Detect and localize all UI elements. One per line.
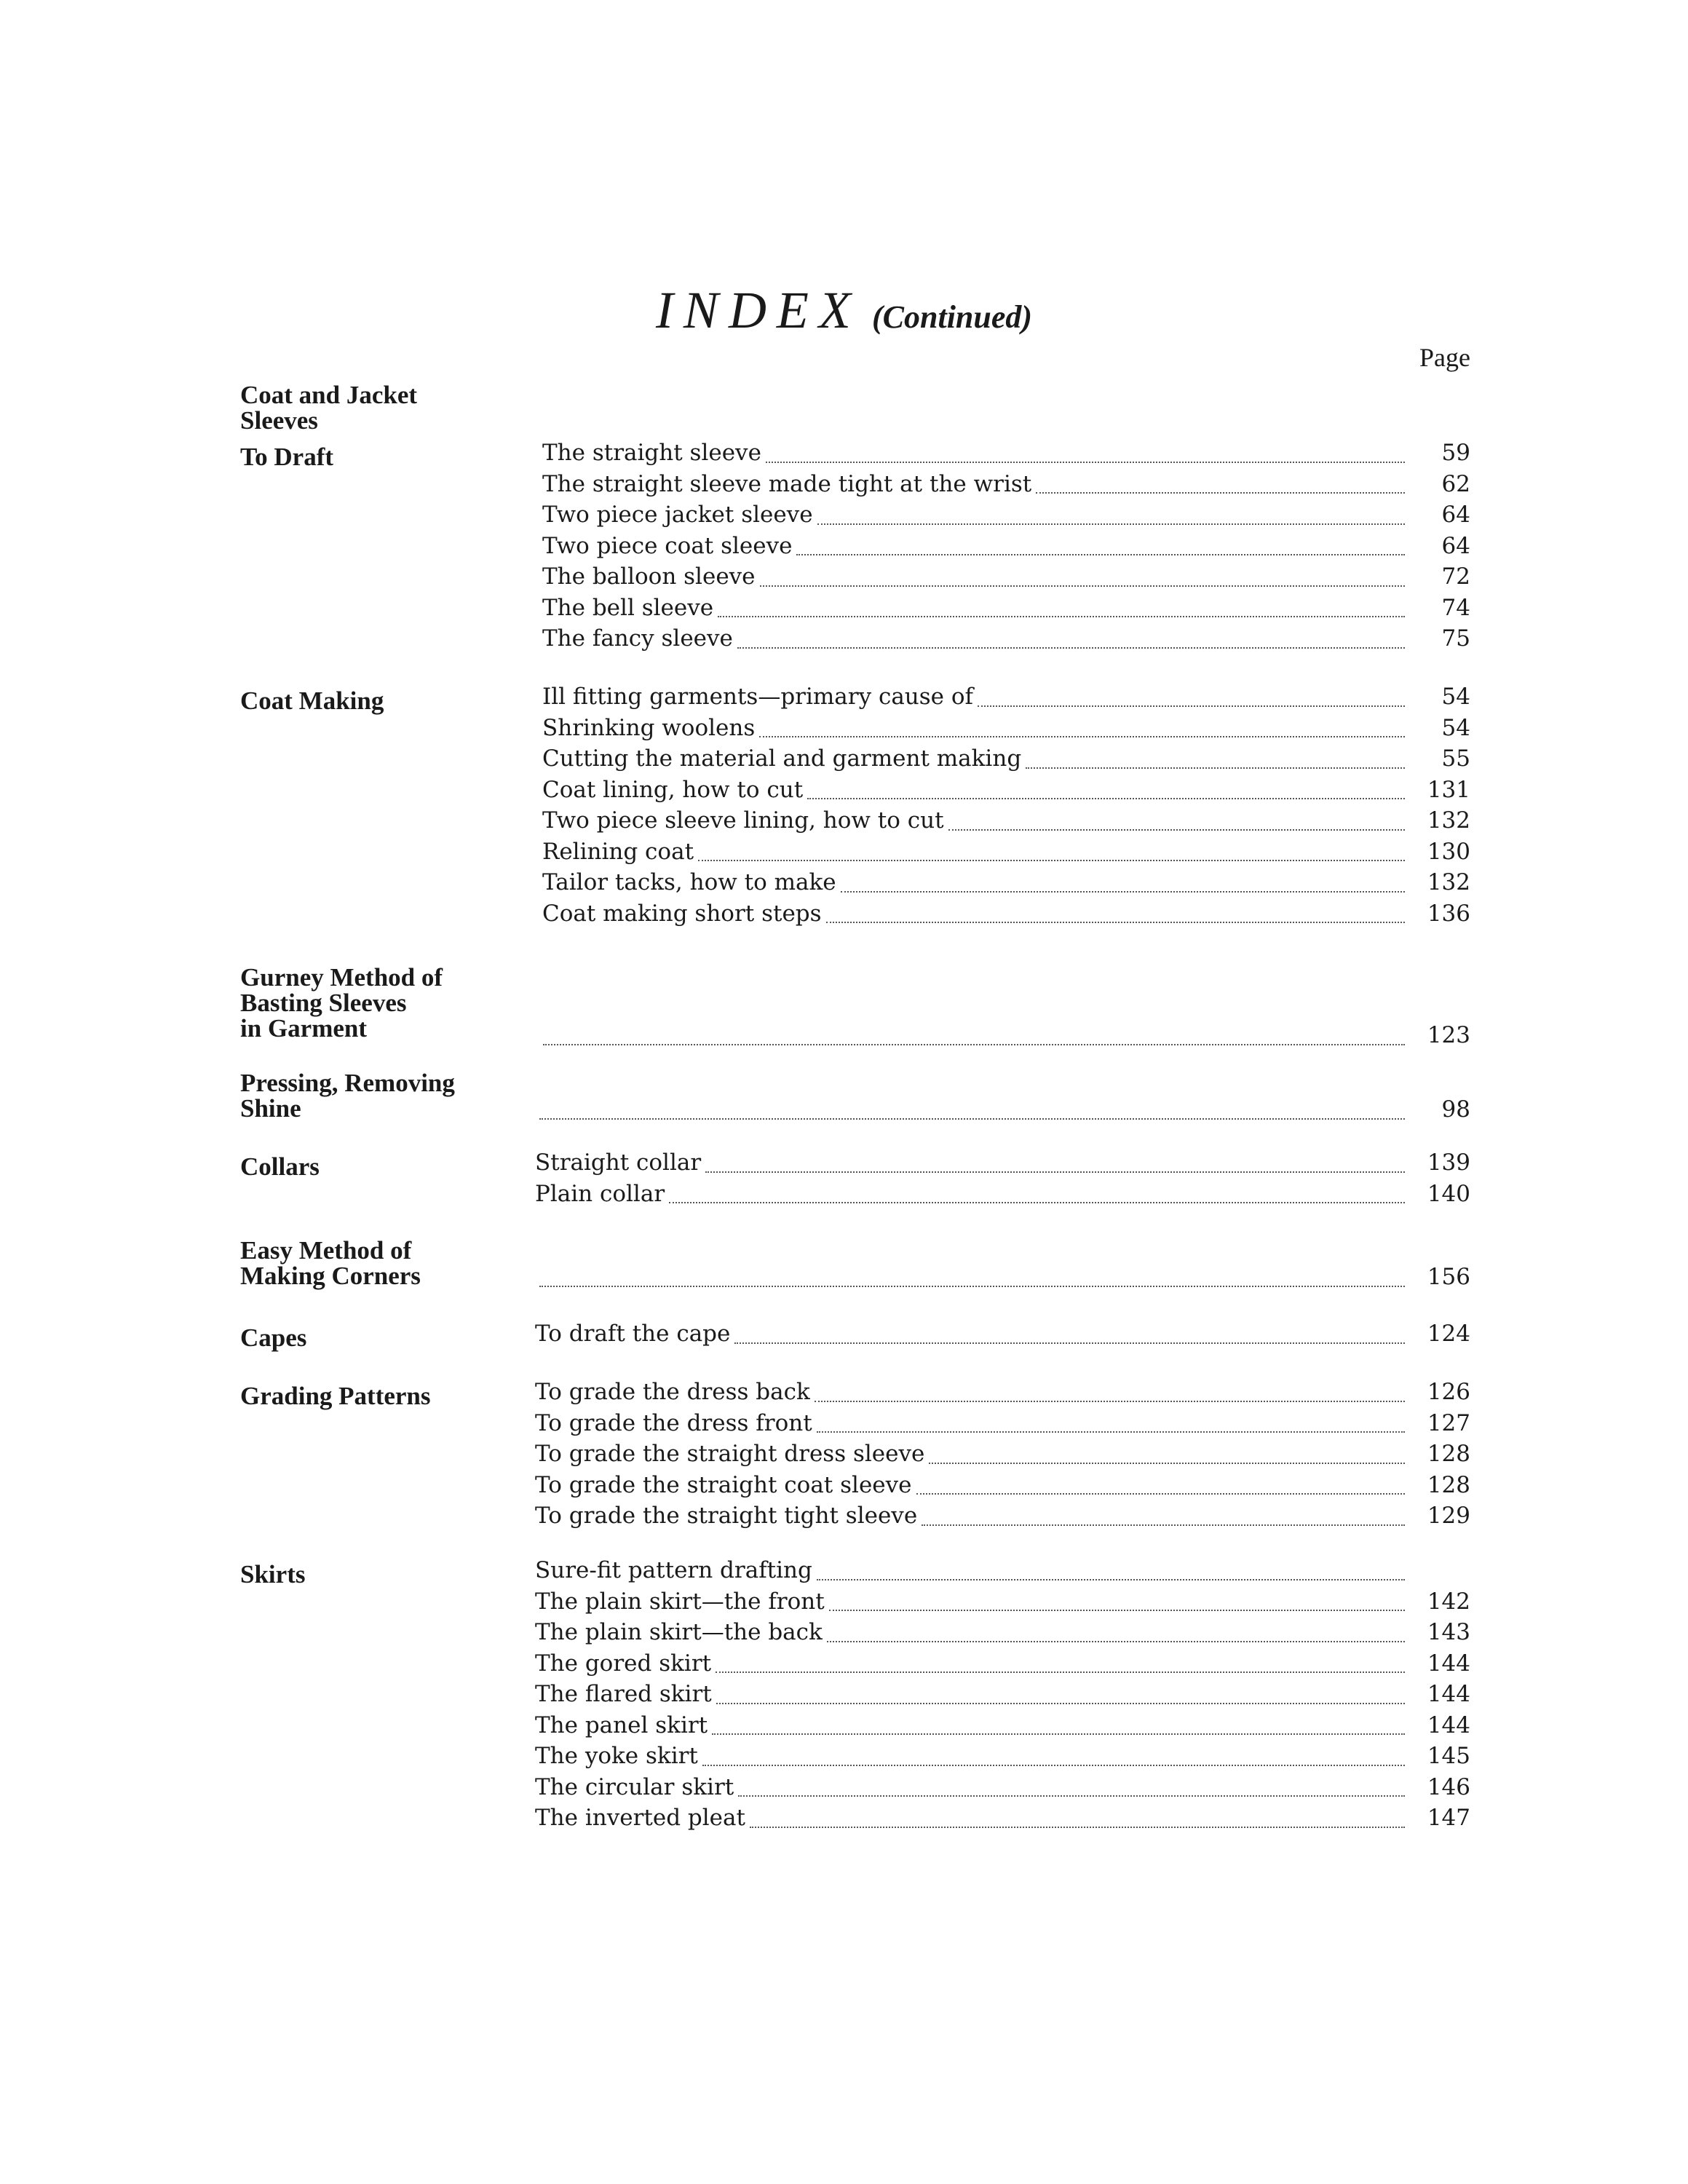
entry-text: Shrinking woolens	[542, 714, 756, 741]
dot-leader	[716, 1703, 1405, 1704]
section-entries	[542, 684, 1470, 931]
entry-text: To grade the dress front	[535, 1409, 812, 1436]
index-entry	[542, 502, 1470, 533]
section-label: Pressing, Removing Shine	[240, 1069, 455, 1123]
index-entry	[542, 595, 1470, 626]
entry-page-number: 126	[1427, 1379, 1470, 1405]
dot-leader	[750, 1827, 1405, 1828]
index-entry	[535, 1588, 1470, 1620]
entry-text: The gored skirt	[535, 1650, 712, 1677]
dot-leader	[705, 1171, 1405, 1173]
index-entry	[535, 1619, 1470, 1650]
entry-page-number: 142	[1427, 1588, 1470, 1615]
entry-text: To grade the straight coat sleeve	[535, 1471, 912, 1498]
entry-text: The straight sleeve	[542, 440, 761, 466]
dot-leader	[718, 616, 1405, 617]
index-entry	[535, 1410, 1470, 1441]
entry-page-number: 55	[1441, 745, 1470, 772]
entry-text: Relining coat	[542, 838, 694, 865]
entry-page-number: 144	[1427, 1681, 1470, 1707]
dot-leader	[737, 647, 1405, 649]
entry-page-number: 144	[1427, 1650, 1470, 1677]
section-label: Coat Making	[240, 687, 384, 715]
dot-leader	[817, 523, 1405, 525]
entry-page-number: 64	[1441, 502, 1470, 528]
entry-text: The inverted pleat	[535, 1805, 745, 1831]
dot-leader	[1026, 767, 1405, 769]
dot-leader	[738, 1795, 1405, 1797]
section-entries	[535, 1379, 1470, 1534]
dot-leader	[543, 1044, 1405, 1045]
entry-page-number: 145	[1427, 1743, 1470, 1769]
entry-page-number: 156	[1427, 1264, 1470, 1290]
entry-text: Two piece coat sleeve	[542, 532, 793, 559]
entry-page-number: 64	[1441, 532, 1470, 559]
dot-leader	[829, 1610, 1405, 1611]
index-entry	[535, 1650, 1470, 1682]
entry-page-number: 72	[1441, 563, 1470, 590]
dot-leader	[922, 1524, 1405, 1526]
index-entry	[535, 1557, 1470, 1588]
dot-leader	[759, 736, 1405, 737]
dot-leader	[539, 1118, 1405, 1120]
index-entry	[542, 901, 1470, 932]
entry-page-number: 140	[1427, 1180, 1470, 1207]
index-entry	[542, 869, 1470, 901]
index-entry	[542, 684, 1470, 715]
entry-text: Ill fitting garments—primary cause of	[542, 684, 974, 710]
section-label: Capes	[240, 1324, 307, 1352]
dot-leader	[815, 1401, 1405, 1402]
entry-page-number: 144	[1427, 1712, 1470, 1738]
entry-text: Sure-fit pattern drafting	[535, 1557, 812, 1583]
index-entry	[535, 1774, 1470, 1805]
index-entry	[542, 839, 1470, 870]
entry-text: The circular skirt	[535, 1773, 734, 1800]
entry-text: The bell sleeve	[542, 594, 714, 621]
index-entry	[535, 1096, 1470, 1128]
index-entry	[542, 471, 1470, 502]
index-entry	[542, 715, 1470, 746]
section-label: Coat and Jacket Sleeves	[240, 381, 418, 435]
index-entry	[542, 563, 1470, 595]
index-entry	[542, 807, 1470, 839]
entry-page-number: 75	[1441, 625, 1470, 652]
dot-leader	[760, 585, 1405, 587]
dot-leader	[948, 829, 1405, 831]
section-label: Collars	[240, 1152, 320, 1181]
index-entry	[542, 777, 1470, 808]
index-entry	[542, 440, 1470, 471]
entry-text: The flared skirt	[535, 1681, 712, 1707]
page-title	[0, 280, 1688, 341]
entry-page-number: 132	[1427, 869, 1470, 895]
index-entry	[542, 745, 1470, 777]
dot-leader	[702, 1765, 1405, 1766]
entry-page-number: 139	[1427, 1150, 1470, 1176]
entry-page-number: 131	[1427, 776, 1470, 803]
entry-page-number: 98	[1441, 1096, 1470, 1123]
entry-page-number: 127	[1427, 1409, 1470, 1436]
entry-page-number: 54	[1441, 714, 1470, 741]
entry-text: To draft the cape	[535, 1321, 731, 1347]
dot-leader	[817, 1431, 1405, 1433]
section-label: To Draft	[240, 443, 334, 471]
index-entry	[535, 1681, 1470, 1712]
section-entries	[539, 1022, 1470, 1053]
index-entry	[535, 1181, 1470, 1212]
section-label: Grading Patterns	[240, 1382, 431, 1410]
index-entry	[535, 1805, 1470, 1836]
index-entry	[535, 1379, 1470, 1410]
entry-text: The straight sleeve made tight at the wrist	[542, 470, 1032, 497]
index-entry	[535, 1743, 1470, 1774]
dot-leader	[712, 1733, 1405, 1735]
index-title: INDEX	[655, 281, 861, 339]
section-entries	[535, 1096, 1470, 1128]
dot-leader	[539, 1286, 1405, 1287]
section-entries	[542, 440, 1470, 657]
entry-page-number: 136	[1427, 900, 1470, 927]
entry-text: Two piece sleeve lining, how to cut	[542, 807, 944, 834]
entry-text: Straight collar	[535, 1150, 702, 1176]
entry-text: To grade the dress back	[535, 1379, 810, 1405]
index-entry	[535, 1503, 1470, 1534]
entry-page-number: 124	[1427, 1321, 1470, 1347]
entry-text: To grade the straight dress sleeve	[535, 1441, 925, 1467]
index-entry	[535, 1712, 1470, 1744]
dot-leader	[826, 922, 1405, 923]
entry-page-number: 129	[1427, 1503, 1470, 1529]
entry-page-number: 123	[1427, 1022, 1470, 1048]
entry-text: Coat making short steps	[542, 900, 822, 927]
section-entries	[535, 1321, 1470, 1352]
entry-page-number: 147	[1427, 1805, 1470, 1831]
section-label: Easy Method of Making Corners	[240, 1236, 421, 1290]
entry-text: Plain collar	[535, 1180, 665, 1207]
entry-text: The panel skirt	[535, 1712, 708, 1738]
entry-page-number: 128	[1427, 1441, 1470, 1467]
dot-leader	[929, 1463, 1405, 1464]
dot-leader	[916, 1493, 1406, 1495]
page-column-heading: Page	[1419, 343, 1470, 372]
dot-leader	[841, 891, 1405, 893]
dot-leader	[698, 860, 1405, 861]
dot-leader	[807, 798, 1405, 799]
dot-leader	[734, 1342, 1405, 1344]
dot-leader	[796, 554, 1405, 555]
dot-leader	[669, 1202, 1405, 1203]
entry-page-number: 143	[1427, 1619, 1470, 1645]
entry-text: The plain skirt—the front	[535, 1588, 825, 1615]
entry-text: Tailor tacks, how to make	[542, 869, 836, 895]
entry-text: The plain skirt—the back	[535, 1619, 823, 1645]
entry-text: Coat lining, how to cut	[542, 776, 804, 803]
index-entry	[535, 1264, 1470, 1295]
entry-page-number: 128	[1427, 1471, 1470, 1498]
index-entry	[542, 533, 1470, 564]
entry-text: Two piece jacket sleeve	[542, 502, 813, 528]
index-entry	[535, 1150, 1470, 1181]
index-entry	[535, 1441, 1470, 1472]
entry-page-number: 54	[1441, 684, 1470, 710]
entry-text: The yoke skirt	[535, 1743, 698, 1769]
section-entries	[535, 1557, 1470, 1836]
entry-text: Cutting the material and garment making	[542, 745, 1022, 772]
index-entry	[535, 1321, 1470, 1352]
index-entry	[539, 1022, 1470, 1053]
index-entry	[542, 625, 1470, 657]
index-subtitle: (Continued)	[872, 299, 1033, 335]
entry-page-number: 132	[1427, 807, 1470, 834]
index-entry	[535, 1472, 1470, 1503]
section-entries	[535, 1150, 1470, 1211]
entry-text: The fancy sleeve	[542, 625, 733, 652]
entry-page-number: 74	[1441, 594, 1470, 621]
section-entries	[535, 1264, 1470, 1295]
entry-page-number: 146	[1427, 1773, 1470, 1800]
dot-leader	[1036, 492, 1405, 494]
section-label: Gurney Method of Basting Sleeves in Garment	[240, 963, 443, 1042]
dot-leader	[716, 1671, 1405, 1673]
entry-page-number: 59	[1441, 440, 1470, 466]
entry-text: To grade the straight tight sleeve	[535, 1503, 918, 1529]
dot-leader	[978, 705, 1405, 707]
dot-leader	[817, 1579, 1405, 1580]
section-label: Skirts	[240, 1560, 306, 1588]
entry-page-number: 130	[1427, 838, 1470, 865]
dot-leader	[827, 1641, 1405, 1642]
dot-leader	[766, 462, 1405, 463]
entry-text: The balloon sleeve	[542, 563, 756, 590]
entry-page-number: 62	[1441, 470, 1470, 497]
